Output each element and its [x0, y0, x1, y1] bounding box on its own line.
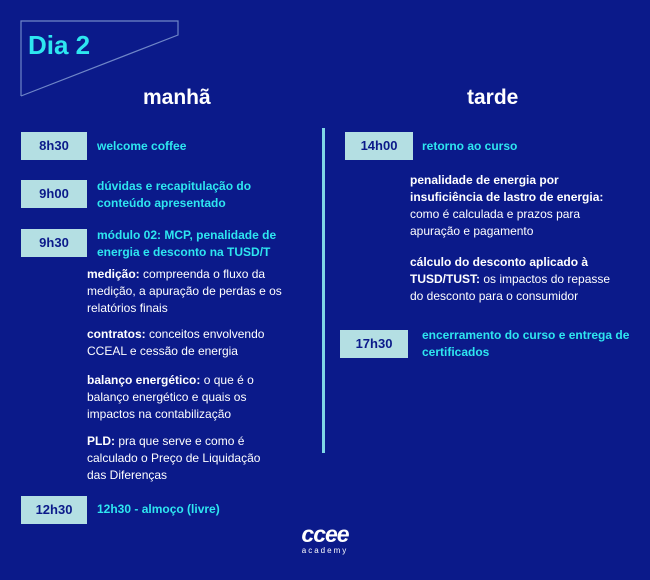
schedule-item-label: encerramento do curso e entrega de certificados [422, 328, 630, 359]
ccee-academy-logo [292, 522, 358, 556]
schedule-item-label: welcome coffee [97, 139, 187, 153]
topic-term: medição: [87, 267, 140, 281]
topic-text: os impactos do repasse do desconto para o consumidor [410, 272, 611, 303]
morning-heading: manhã [143, 86, 211, 109]
topic-description [87, 266, 292, 317]
topic-term: contratos: [87, 327, 146, 341]
logo-subtitle: academy [301, 546, 349, 555]
topic-text: pra que serve e como é calculado o Preço de Liquidação das Diferenças [87, 434, 261, 482]
schedule-item-label: retorno ao curso [422, 139, 518, 153]
time-badge: 8h30 [21, 132, 87, 160]
topic-term: penalidade de energia por insuficiência de lastro de energia: [410, 173, 604, 204]
time-badge: 9h30 [21, 229, 87, 257]
topic-term: balanço energético: [87, 373, 201, 387]
topic-term: cálculo do desconto aplicado à TUSD/TUST: [410, 255, 589, 286]
column-divider [322, 128, 325, 453]
topic-description [87, 372, 277, 423]
topic-text: o que é o balanço energético e quais os impactos na contabilização [87, 373, 254, 421]
time-badge: 9h00 [21, 180, 87, 208]
page-title: Dia 2 [28, 30, 91, 60]
topic-text: como é calculada e prazos para apuração e pagamento [410, 207, 581, 238]
afternoon-heading: tarde [467, 86, 519, 109]
schedule-item-label: 12h30 - almoço (livre) [97, 502, 220, 516]
topic-description [410, 172, 625, 240]
topic-description [87, 326, 292, 360]
topic-description [410, 254, 620, 305]
logo-wordmark: ccee [301, 521, 349, 547]
topic-term: PLD: [87, 434, 115, 448]
time-badge: 12h30 [21, 496, 87, 524]
topic-description [87, 433, 277, 484]
topic-text: conceitos envolvendo CCEAL e cessão de energia [87, 327, 265, 358]
time-badge: 17h30 [340, 330, 408, 358]
time-badge: 14h00 [345, 132, 413, 160]
schedule-item-label: dúvidas e recapitulação do conteúdo apresentado [97, 179, 252, 210]
schedule-item-label: módulo 02: MCP, penalidade de energia e desconto na TUSD/T [97, 228, 277, 259]
topic-text: compreenda o fluxo da medição, a apuração de perdas e os relatórios finais [87, 267, 282, 315]
